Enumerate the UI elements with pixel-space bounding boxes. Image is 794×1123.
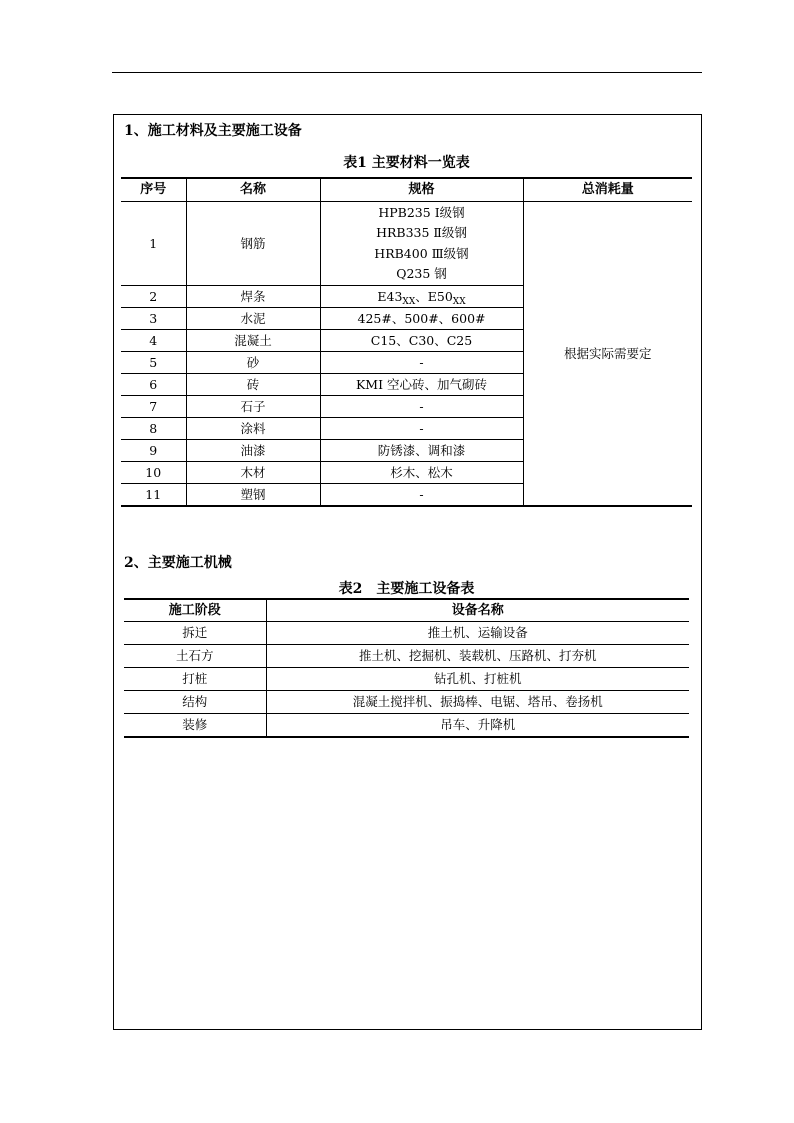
table2-caption: 表2 主要施工设备表 [338,581,475,597]
row-no: 5 [121,352,186,374]
row-equipment: 推土机、运输设备 [266,622,689,645]
row-no: 1 [121,202,186,286]
row-name: 砖 [186,374,320,396]
header-stage: 施工阶段 [124,599,266,622]
row-spec [320,202,523,286]
row-stage: 结构 [124,691,266,714]
row-equipment: 钻孔机、打桩机 [266,668,689,691]
row-no: 4 [121,330,186,352]
row-equipment: 推土机、挖掘机、装载机、压路机、打夯机 [266,645,689,668]
row-no: 2 [121,286,186,308]
row-name: 砂 [186,352,320,374]
spec-subscript: XX [402,296,416,307]
header-name: 名称 [186,178,320,202]
row-name: 石子 [186,396,320,418]
row-stage: 打桩 [124,668,266,691]
row-no: 6 [121,374,186,396]
row-no: 9 [121,440,186,462]
row-name: 涂料 [186,418,320,440]
total-consumption-cell: 根据实际需要定 [523,202,692,507]
row-name: 钢筋 [186,202,320,286]
materials-table [121,177,692,507]
row-no: 3 [121,308,186,330]
row-spec: - [320,484,523,507]
row-spec: 425#、500#、600# [320,308,523,330]
row-no: 11 [121,484,186,507]
row-equipment: 吊车、升降机 [266,714,689,738]
table-row [124,714,689,738]
row-spec: - [320,396,523,418]
page-header-rule [112,72,702,73]
header-total: 总消耗量 [523,178,692,202]
table-row [121,202,692,286]
row-spec: 杉木、松木 [320,462,523,484]
spec-part: E43 [377,288,403,304]
spec-separator: 、 [415,288,428,304]
row-stage: 拆迁 [124,622,266,645]
row-no: 7 [121,396,186,418]
header-equipment: 设备名称 [266,599,689,622]
row-no: 8 [121,418,186,440]
row-name: 油漆 [186,440,320,462]
table-row [124,691,689,714]
row-spec: 防锈漆、调和漆 [320,440,523,462]
spec-subscript: XX [452,296,466,307]
row-no: 10 [121,462,186,484]
row-equipment: 混凝土搅拌机、振捣棒、电锯、塔吊、卷扬机 [266,691,689,714]
equipment-table [124,598,689,738]
row-spec: - [320,352,523,374]
table1-caption: 表1 主要材料一览表 [343,155,470,171]
spec-line: HRB335 Ⅱ级钢 [376,225,467,240]
row-spec: KMI 空心砖、加气砌砖 [320,374,523,396]
table-header-row [121,178,692,202]
row-name: 木材 [186,462,320,484]
header-no: 序号 [121,178,186,202]
spec-line: Q235 钢 [396,266,447,281]
row-spec: - [320,418,523,440]
row-stage: 土石方 [124,645,266,668]
row-name: 塑钢 [186,484,320,507]
row-name: 水泥 [186,308,320,330]
table-header-row [124,599,689,622]
header-spec: 规格 [320,178,523,202]
spec-line: HRB400 Ⅲ级钢 [374,245,469,261]
row-name: 焊条 [186,286,320,308]
row-spec [320,286,523,308]
spec-line: HPB235 Ⅰ级钢 [378,204,465,220]
section1-heading: 1、施工材料及主要施工设备 [124,123,302,139]
table-row [124,668,689,691]
table-row [124,622,689,645]
row-stage: 装修 [124,714,266,738]
row-name: 混凝土 [186,330,320,352]
section2-heading: 2、主要施工机械 [124,555,232,571]
spec-part: E50 [427,288,453,304]
row-spec: C15、C30、C25 [320,330,523,352]
table-row [124,645,689,668]
